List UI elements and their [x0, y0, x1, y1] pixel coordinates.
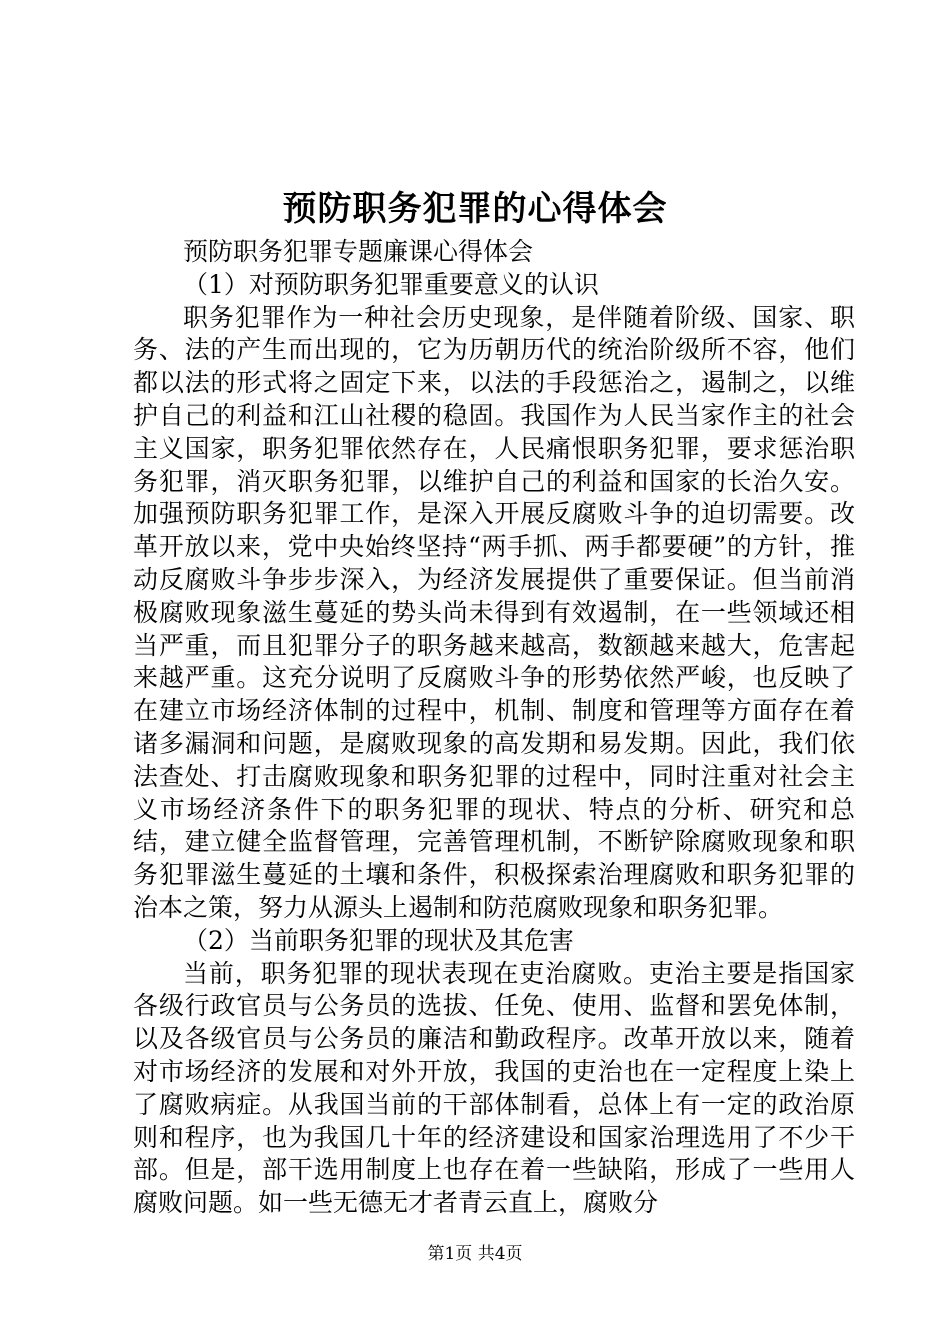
- paragraph-body-1: 职务犯罪作为一种社会历史现象，是伴随着阶级、国家、职务、法的产生而出现的，它为历朝历代的统治阶级所不容，他们都以法的形式将之固定下来，以法的手段惩治之，遏制之，以维护自己的利益和江山社稷的稳固。我国作为人民当家作主的社会主义国家，职务犯罪依然存在，人民痛恨职务犯罪，要求惩治职务犯罪，消灭职务犯罪，以维护自己的利益和国家的长治久安。加强预防职务犯罪工作，是深入开展反腐败斗争的迫切需要。改革开放以来，党中央始终坚持“两手抓、两手都要硬”的方针，推动反腐败斗争步步深入，为经济发展提供了重要保证。但当前消极腐败现象滋生蔓延的势头尚未得到有效遏制，在一些领域还相当严重，而且犯罪分子的职务越来越高，数额越来越大，危害起来越严重。这充分说明了反腐败斗争的形势依然严峻，也反映了在建立市场经济体制的过程中，机制、制度和管理等方面存在着诸多漏洞和问题，是腐败现象的高发期和易发期。因此，我们依法查处、打击腐败现象和职务犯罪的过程中，同时注重对社会主义市场经济条件下的职务犯罪的现状、特点的分析、研究和总结，建立健全监督管理，完善管理机制，不断铲除腐败现象和职务犯罪滋生蔓延的土壤和条件，积极探索治理腐败和职务犯罪的治本之策，努力从源头上遏制和防范腐败现象和职务犯罪。: [133, 302, 855, 922]
- page-footer: 第1页 共4页: [427, 1244, 523, 1264]
- paragraph-subtitle: 预防职务犯罪专题廉课心得体会: [183, 237, 534, 266]
- paragraph-body-2: 当前，职务犯罪的现状表现在吏治腐败。吏治主要是指国家各级行政官员与公务员的选拔、任免、使用、监督和罢免体制，以及各级官员与公务员的廉洁和勤政程序。改革开放以来，随着对市场经济的发展和对外开放，我国的吏治也在一定程度上染上了腐败病症。从我国当前的干部体制看，总体上有一定的政治原则和程序，也为我国几十年的经济建设和国家治理选用了不少干部。但是，部干选用制度上也存在着一些缺陷，形成了一些用人腐败问题。如一些无德无才者青云直上，腐败分: [133, 958, 855, 1218]
- document-title: 预防职务犯罪的心得体会: [282, 189, 668, 229]
- paragraph-heading-2: （2）当前职务犯罪的现状及其危害: [183, 925, 574, 955]
- paragraph-heading-1: （1）对预防职务犯罪重要意义的认识: [183, 269, 599, 299]
- document-body: [133, 236, 855, 1220]
